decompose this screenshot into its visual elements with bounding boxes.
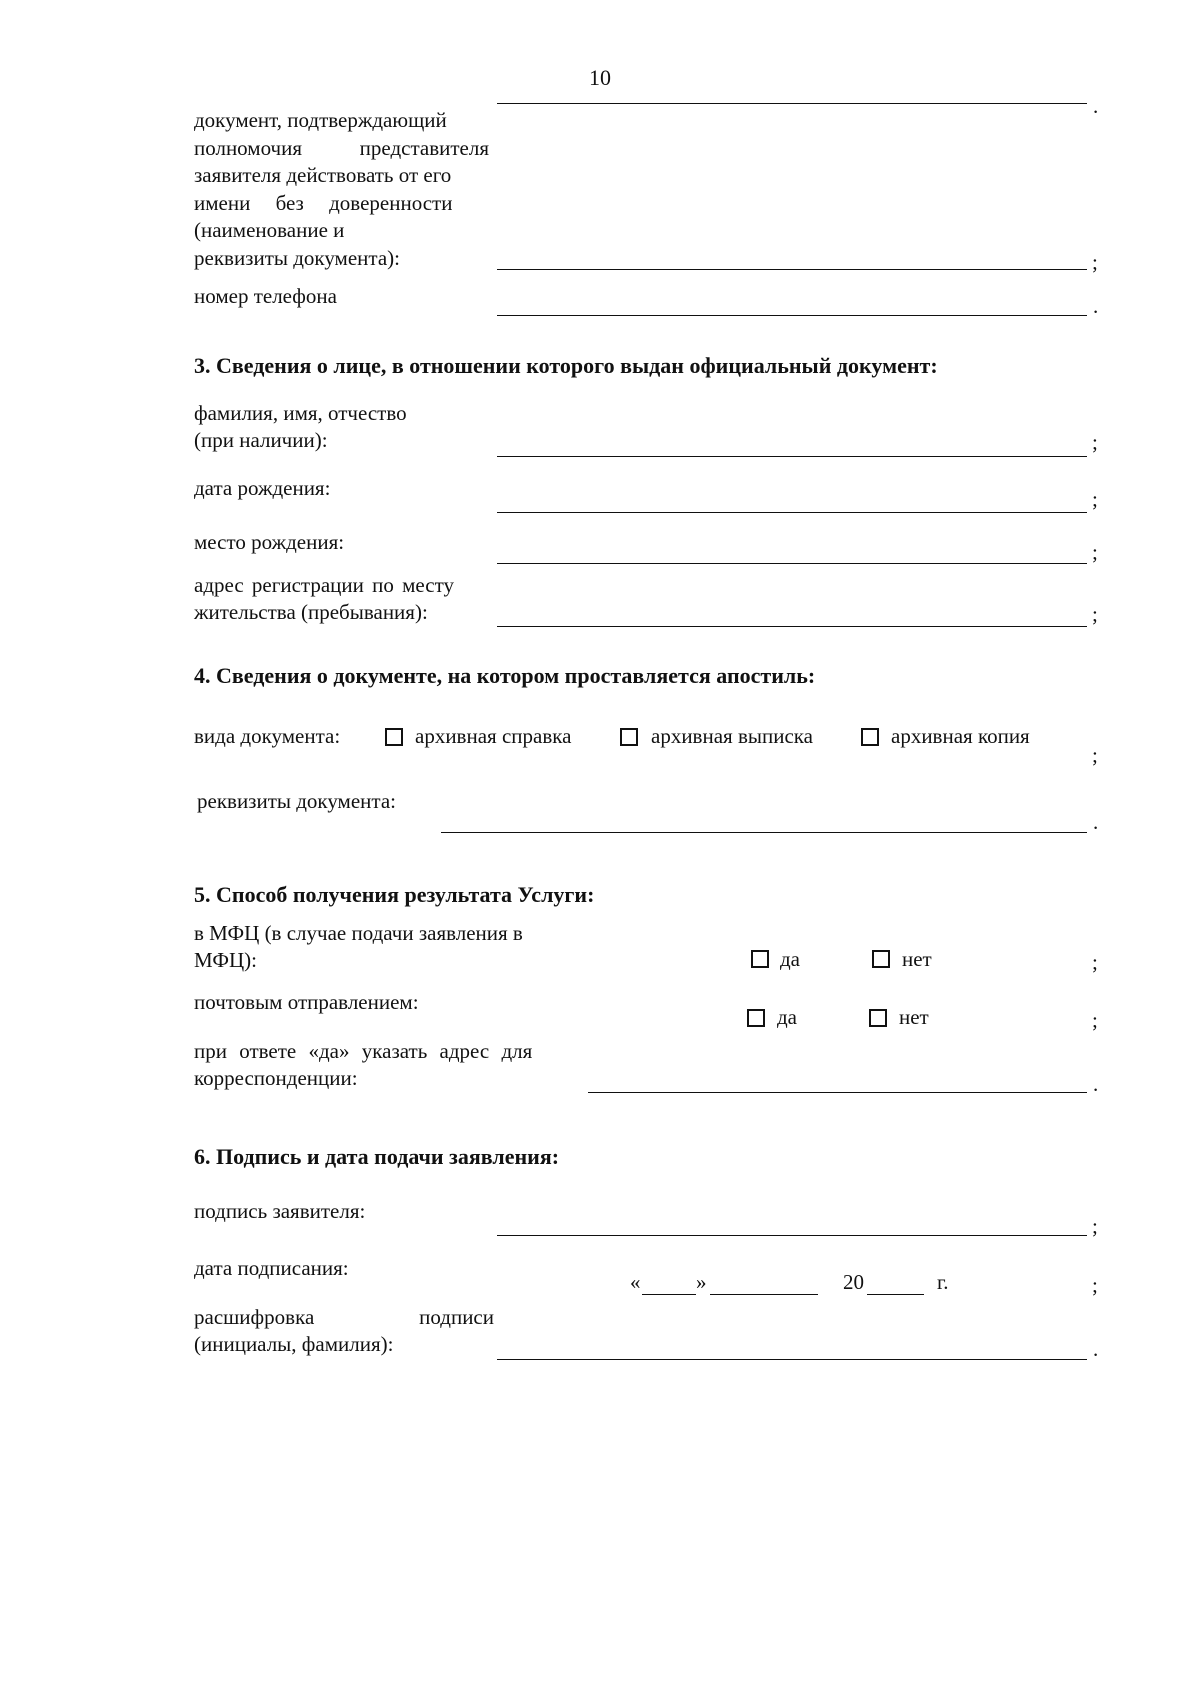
semicolon-mark: ; xyxy=(1092,430,1098,454)
address-label-line1: адрес регистрации по месту xyxy=(194,573,454,597)
semicolon-mark: ; xyxy=(1092,743,1098,767)
section6-heading: 6. Подпись и дата подачи заявления: xyxy=(194,1144,560,1169)
label-line: имени без доверенности xyxy=(194,190,453,215)
signing-date-label: дата подписания: xyxy=(194,1256,349,1280)
semicolon-mark: ; xyxy=(1092,602,1098,626)
decode-word: подписи xyxy=(419,1305,494,1329)
option-checkbox-archive-certificate[interactable] xyxy=(385,728,403,746)
birth-place-field-line[interactable] xyxy=(497,563,1087,564)
label-word: полномочия xyxy=(194,135,302,160)
option-label: архивная выписка xyxy=(651,724,813,748)
option-checkbox-archive-extract[interactable] xyxy=(620,728,638,746)
label-word: представителя xyxy=(359,135,489,160)
signing-date-field[interactable] xyxy=(630,1269,960,1299)
period-mark: . xyxy=(1093,1072,1099,1096)
requisites-field-line[interactable] xyxy=(441,832,1087,833)
semicolon-mark: ; xyxy=(1092,487,1098,511)
section5-heading: 5. Способ получения результата Услуги: xyxy=(194,882,595,907)
label-line: документ, подтверждающий xyxy=(194,108,447,132)
signature-label: подпись заявителя: xyxy=(194,1199,366,1223)
doc-type-label: вида документа: xyxy=(194,724,341,748)
representative-doc-field-top-line[interactable] xyxy=(497,103,1087,104)
label-line: реквизиты документа): xyxy=(194,245,400,270)
representative-doc-label xyxy=(194,107,489,272)
representative-doc-field-line[interactable] xyxy=(497,269,1087,270)
semicolon-mark: ; xyxy=(1092,1214,1098,1238)
section3-heading: 3. Сведения о лице, в отношении которого выдан официальный документ: xyxy=(194,353,938,378)
birth-date-field-line[interactable] xyxy=(497,512,1087,513)
option-label: архивная справка xyxy=(415,724,572,748)
date-year-prefix: 20 xyxy=(843,1270,864,1294)
date-close-quote: » xyxy=(696,1270,707,1294)
yes-label: да xyxy=(777,1005,798,1029)
yes-label: да xyxy=(780,947,801,971)
option-checkbox-archive-copy[interactable] xyxy=(861,728,879,746)
mfc-yes-checkbox[interactable] xyxy=(751,950,769,968)
label-line xyxy=(194,135,489,163)
address-label-line2: жительства (пребывания): xyxy=(194,600,428,624)
post-yes-checkbox[interactable] xyxy=(747,1009,765,1027)
period-mark: . xyxy=(1093,1337,1099,1361)
birth-place-label: место рождения: xyxy=(194,530,345,554)
semicolon-mark: ; xyxy=(1092,540,1098,564)
fio-label-line2: (при наличии): xyxy=(194,428,328,452)
section4-heading: 4. Сведения о документе, на котором проставляется апостиль: xyxy=(194,663,816,688)
date-day-line[interactable] xyxy=(642,1294,696,1295)
date-month-line[interactable] xyxy=(710,1294,818,1295)
correspondence-label-line1: при ответе «да» указать адрес для xyxy=(194,1039,533,1063)
decode-word: расшифровка xyxy=(194,1305,315,1329)
semicolon-mark: ; xyxy=(1092,950,1098,974)
requisites-label: реквизиты документа: xyxy=(197,789,396,813)
mfc-no-checkbox[interactable] xyxy=(872,950,890,968)
mfc-label-line2: МФЦ): xyxy=(194,948,257,972)
option-label: архивная копия xyxy=(891,724,1030,748)
period-mark: . xyxy=(1093,810,1099,834)
decode-label-line2: (инициалы, фамилия): xyxy=(194,1332,394,1356)
mfc-label-line1: в МФЦ (в случае подачи заявления в xyxy=(194,921,523,945)
no-label: нет xyxy=(902,947,932,971)
post-no-checkbox[interactable] xyxy=(869,1009,887,1027)
page-number: 10 xyxy=(589,65,611,90)
date-year-suffix: г. xyxy=(937,1270,949,1294)
birth-date-label: дата рождения: xyxy=(194,476,331,500)
semicolon-mark: ; xyxy=(1092,1008,1098,1032)
period-mark: . xyxy=(1093,294,1099,318)
correspondence-field-line[interactable] xyxy=(588,1092,1087,1093)
no-label: нет xyxy=(899,1005,929,1029)
date-open-quote: « xyxy=(630,1270,641,1294)
address-field-line[interactable] xyxy=(497,626,1087,627)
signature-field-line[interactable] xyxy=(497,1235,1087,1236)
phone-field-line[interactable] xyxy=(497,315,1087,316)
fio-field-line[interactable] xyxy=(497,456,1087,457)
decode-label-line1 xyxy=(194,1304,494,1331)
period-mark: . xyxy=(1093,94,1099,118)
correspondence-label-line2: корреспонденции: xyxy=(194,1066,358,1090)
post-label: почтовым отправлением: xyxy=(194,990,419,1014)
fio-label-line1: фамилия, имя, отчество xyxy=(194,401,407,425)
semicolon-mark: ; xyxy=(1092,1273,1098,1297)
label-line: заявителя действовать от его xyxy=(194,163,452,187)
semicolon-mark: ; xyxy=(1092,250,1098,274)
date-year-line[interactable] xyxy=(867,1294,924,1295)
phone-label: номер телефона xyxy=(194,284,337,308)
label-line: (наименование и xyxy=(194,218,345,242)
decode-field-line[interactable] xyxy=(497,1359,1087,1360)
